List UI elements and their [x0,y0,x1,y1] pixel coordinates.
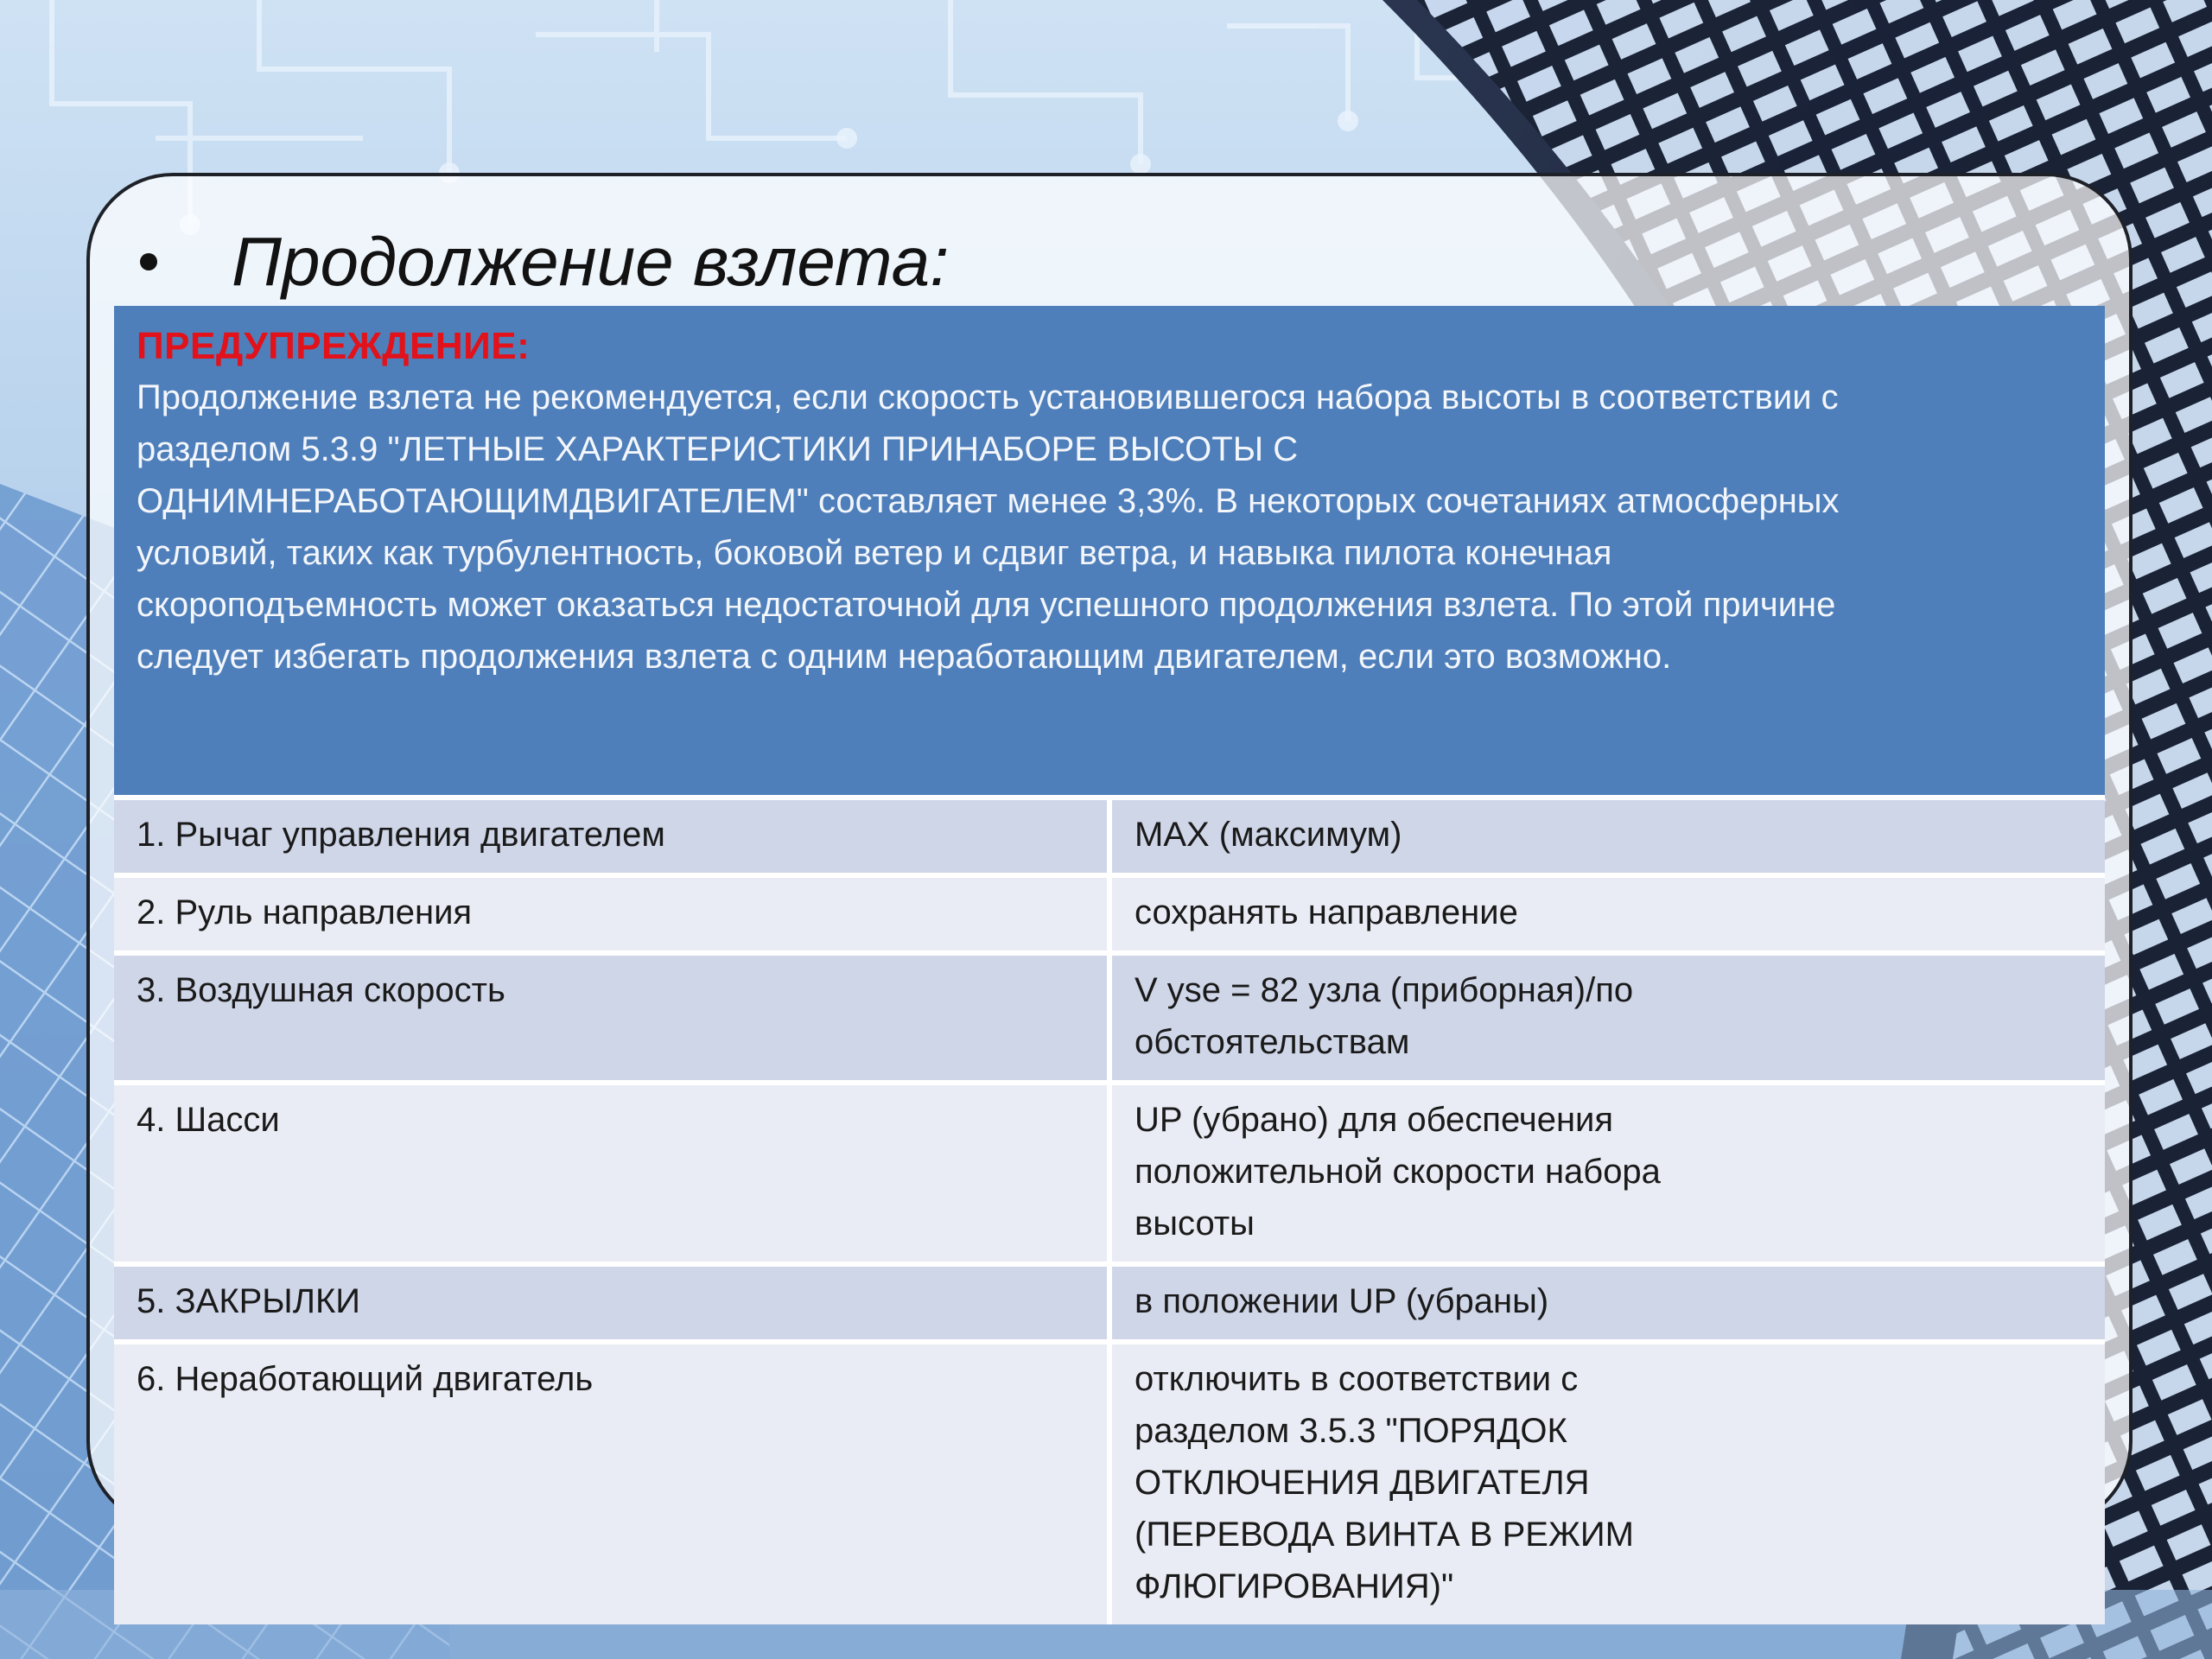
table-row [114,1083,2105,1264]
row-item: 3. Воздушная скорость [114,953,1109,1083]
row-item: 4. Шасси [114,1083,1109,1264]
row-action: MAX (максимум) [1109,798,2105,875]
row-item: 6. Неработающий двигатель [114,1342,1109,1624]
warning-box [114,306,2105,795]
warning-line: разделом 5.3.9 "ЛЕТНЫЕ ХАРАКТЕРИСТИКИ ПРИНАБОРЕ ВЫСОТЫ С [137,430,1299,468]
warning-line: ОДНИМНЕРАБОТАЮЩИМДВИГАТЕЛЕМ" составляет менее 3,3%. В некоторых сочетаниях атмосферных [137,482,1840,520]
row-action: отключить в соответствии с разделом 3.5.3 "ПОРЯДОК ОТКЛЮЧЕНИЯ ДВИГАТЕЛЯ (ПЕРЕВОДА ВИНТА В РЕЖИМ ФЛЮГИРОВАНИЯ)" [1109,1342,2105,1624]
warning-text [137,372,2082,683]
row-item: 5. ЗАКРЫЛКИ [114,1264,1109,1342]
row-item: 2. Руль направления [114,875,1109,953]
slide-title: Продолжение взлета: [232,223,950,300]
warning-line: Продолжение взлета не рекомендуется, если скорость установившегося набора высоты в соответствии с [137,378,1839,416]
row-action: V yse = 82 узла (приборная)/по обстоятельствам [1109,953,2105,1083]
row-action: UP (убрано) для обеспечения положительной скорости набора высоты [1109,1083,2105,1264]
table-row [114,798,2105,875]
checklist-table [114,795,2105,1624]
warning-heading: ПРЕДУПРЕЖДЕНИЕ: [137,325,531,367]
slide-title-row [130,214,949,309]
warning-line: условий, таких как турбулентность, боковой ветер и сдвиг ветра, и навыка пилота конечная [137,534,1612,572]
warning-line: скороподъемность может оказаться недостаточной для успешного продолжения взлета. По этой причине [137,586,1836,624]
table-row [114,1342,2105,1624]
row-item: 1. Рычаг управления двигателем [114,798,1109,875]
row-action: сохранять направление [1109,875,2105,953]
bullet-icon [140,253,157,270]
procedure-table [114,306,2105,1624]
warning-line: следует избегать продолжения взлета с одним неработающим двигателем, если это возможно. [137,638,1672,676]
table-row [114,875,2105,953]
table-row [114,1264,2105,1342]
table-row [114,953,2105,1083]
row-action: в положении UP (убраны) [1109,1264,2105,1342]
